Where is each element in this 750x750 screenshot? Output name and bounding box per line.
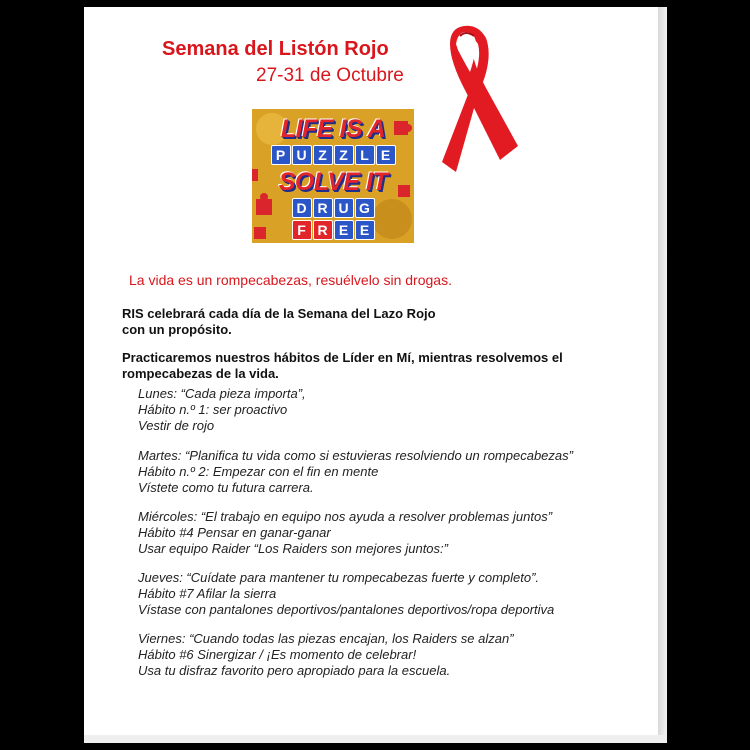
tagline: La vida es un rompecabezas, resuélvelo sin drogas. bbox=[129, 272, 452, 288]
puzzle-tile: R bbox=[313, 198, 333, 218]
day-block-friday bbox=[138, 631, 514, 679]
intro-line: RIS celebrará cada día de la Semana del Lazo Rojo bbox=[122, 306, 436, 321]
puzzle-tile: R bbox=[313, 220, 333, 240]
puzzle-tile: F bbox=[292, 220, 312, 240]
day-dress: Vestir de rojo bbox=[138, 418, 215, 433]
day-habit: Hábito #7 Afilar la sierra bbox=[138, 586, 277, 601]
puzzle-tile: Z bbox=[334, 145, 354, 165]
day-block-tuesday bbox=[138, 448, 573, 496]
poster-line-free bbox=[252, 220, 414, 240]
poster-line-solve-it: SOLVE IT bbox=[278, 168, 388, 196]
intro-line: con un propósito. bbox=[122, 322, 232, 337]
day-block-wednesday bbox=[138, 509, 552, 557]
page-shadow bbox=[658, 7, 667, 735]
puzzle-tile: E bbox=[334, 220, 354, 240]
event-dates: 27-31 de Octubre bbox=[256, 65, 404, 86]
day-habit: Hábito #6 Sinergizar / ¡Es momento de celebrar! bbox=[138, 647, 417, 662]
day-habit: Hábito n.º 1: ser proactivo bbox=[138, 402, 288, 417]
day-dress: Vístase con pantalones deportivos/pantalones deportivos/ropa deportiva bbox=[138, 602, 555, 617]
page-title: Semana del Listón Rojo bbox=[162, 38, 389, 60]
page-shadow-bottom bbox=[84, 735, 667, 743]
habits-intro-paragraph bbox=[122, 350, 563, 382]
puzzle-poster bbox=[252, 109, 414, 243]
puzzle-tile: L bbox=[355, 145, 375, 165]
puzzle-tile: P bbox=[271, 145, 291, 165]
day-dress: Usar equipo Raider “Los Raiders son mejores juntos:” bbox=[138, 541, 448, 556]
day-quote: Lunes: “Cada pieza importa”, bbox=[138, 386, 306, 401]
red-ribbon-icon bbox=[416, 22, 526, 177]
day-dress: Usa tu disfraz favorito pero apropiado para la escuela. bbox=[138, 663, 451, 678]
puzzle-tile: U bbox=[292, 145, 312, 165]
day-quote: Viernes: “Cuando todas las piezas encajan, los Raiders se alzan” bbox=[138, 631, 514, 646]
day-quote: Jueves: “Cuídate para mantener tu rompecabezas fuerte y completo”. bbox=[138, 570, 540, 585]
day-habit: Hábito n.º 2: Empezar con el fin en mente bbox=[138, 464, 379, 479]
puzzle-tile: D bbox=[292, 198, 312, 218]
puzzle-tile: E bbox=[376, 145, 396, 165]
day-block-monday bbox=[138, 386, 306, 434]
puzzle-tile: G bbox=[355, 198, 375, 218]
day-block-thursday bbox=[138, 570, 554, 618]
poster-line-drug bbox=[252, 198, 414, 218]
habits-intro-line: Practicaremos nuestros hábitos de Líder en Mí, mientras resolvemos el bbox=[122, 350, 563, 365]
day-habit: Hábito #4 Pensar en ganar-ganar bbox=[138, 525, 331, 540]
poster-line-puzzle bbox=[252, 145, 414, 165]
intro-paragraph bbox=[122, 306, 436, 338]
puzzle-tile: Z bbox=[313, 145, 333, 165]
puzzle-tile: U bbox=[334, 198, 354, 218]
day-quote: Martes: “Planifica tu vida como si estuvieras resolviendo un rompecabezas” bbox=[138, 448, 573, 463]
day-quote: Miércoles: “El trabajo en equipo nos ayuda a resolver problemas juntos” bbox=[138, 509, 553, 524]
day-dress: Vístete como tu futura carrera. bbox=[138, 480, 314, 495]
habits-intro-line: rompecabezas de la vida. bbox=[122, 366, 279, 381]
puzzle-tile: E bbox=[355, 220, 375, 240]
poster-line-life-is-a: LIFE IS A bbox=[280, 115, 386, 143]
